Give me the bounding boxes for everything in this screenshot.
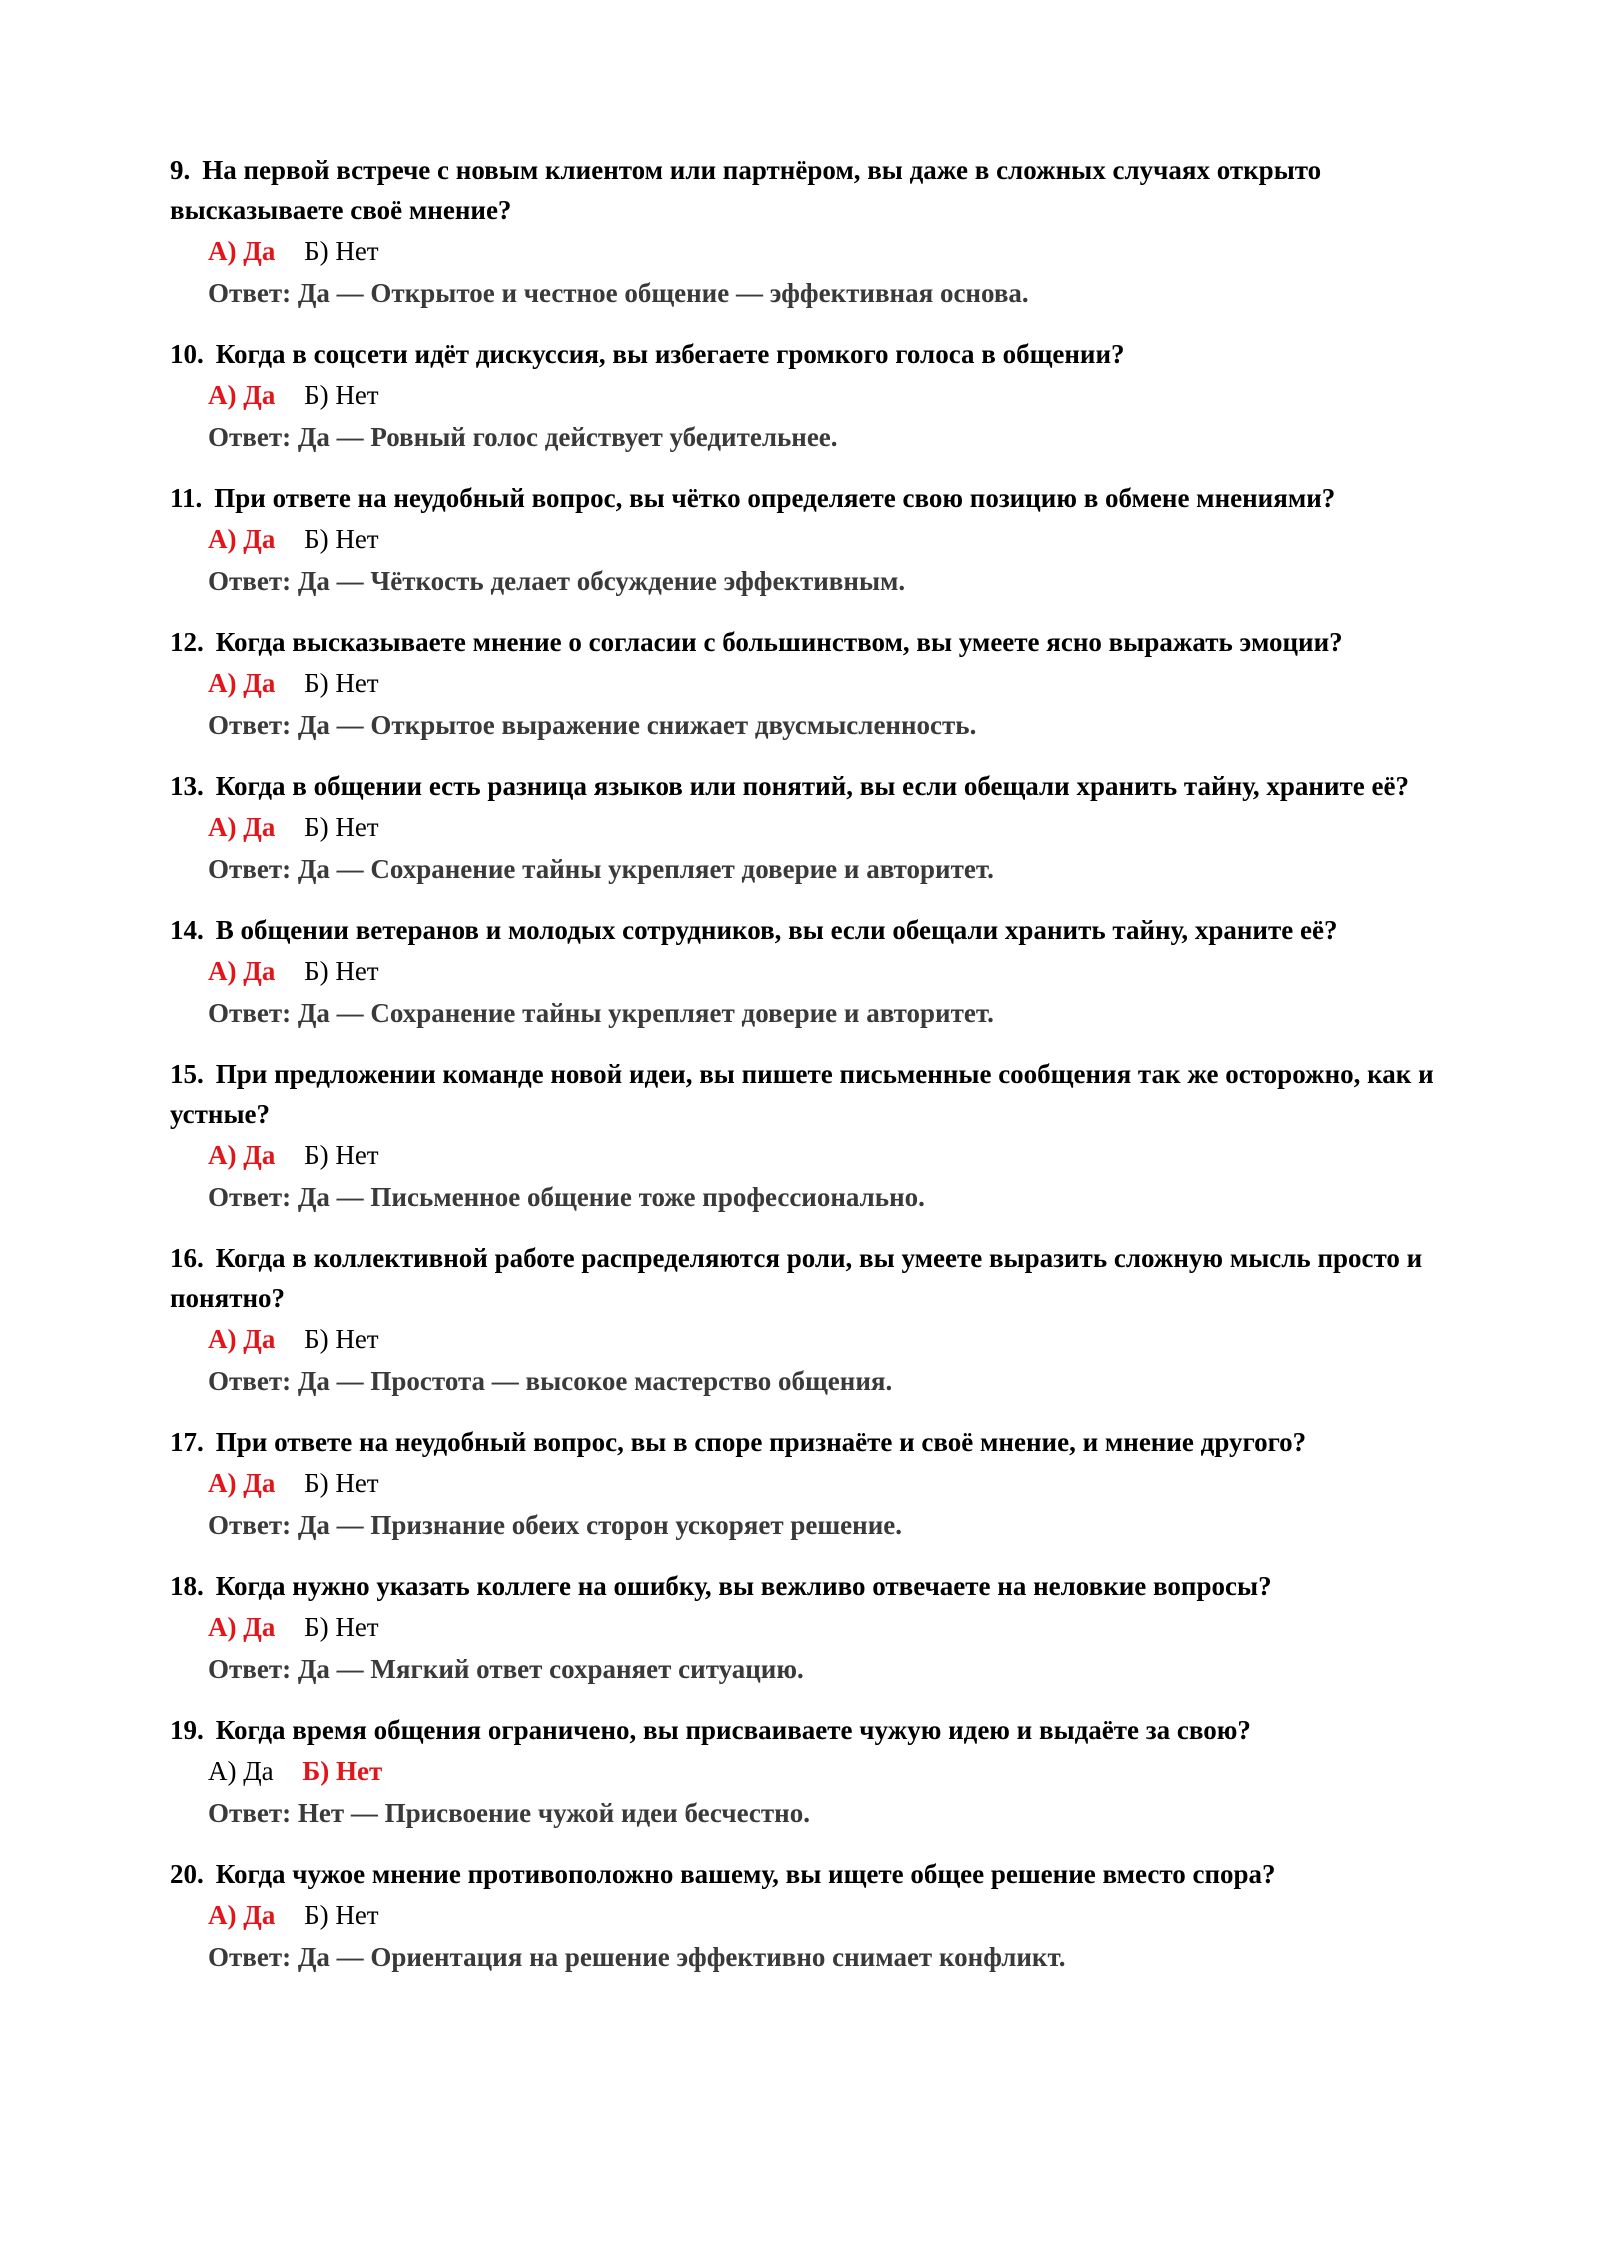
question-item (170, 150, 1460, 314)
option-a: А) Да (208, 1900, 276, 1930)
question-number: 10. (170, 339, 204, 369)
option-b: Б) Нет (304, 1468, 379, 1498)
question-item (170, 1710, 1460, 1834)
option-b: Б) Нет (304, 1900, 379, 1930)
answer-explanation: Ответ: Да — Сохранение тайны укрепляет доверие и авторитет. (208, 998, 994, 1028)
answer-options (208, 806, 1460, 848)
answer-explanation: Ответ: Да — Открытое выражение снижает двусмысленность. (208, 710, 977, 740)
option-a: А) Да (208, 1756, 274, 1786)
question-body: Когда в общении есть разница языков или понятий, вы если обещали хранить тайну, храните её? (215, 771, 1410, 801)
question-text (170, 1566, 1460, 1606)
question-text (170, 150, 1460, 230)
question-text (170, 1238, 1460, 1318)
question-text (170, 1710, 1460, 1750)
answer-options (208, 1134, 1460, 1176)
answer-options (208, 950, 1460, 992)
question-list (170, 150, 1460, 1998)
question-text (170, 334, 1460, 374)
question-text (170, 622, 1460, 662)
answer-explanation: Ответ: Да — Письменное общение тоже профессионально. (208, 1182, 925, 1212)
answer-explanation: Ответ: Да — Открытое и честное общение — эффективная основа. (208, 278, 1029, 308)
question-body: При ответе на неудобный вопрос, вы чётко определяете свою позицию в обмене мнениями? (214, 483, 1336, 513)
answer-explanation: Ответ: Да — Ориентация на решение эффективно снимает конфликт. (208, 1942, 1066, 1972)
question-text (170, 910, 1460, 950)
question-number: 15. (170, 1059, 204, 1089)
question-body: При предложении команде новой идеи, вы пишете письменные сообщения так же осторожно, как и устные? (170, 1059, 1434, 1129)
option-b: Б) Нет (302, 1756, 383, 1786)
option-a: А) Да (208, 812, 276, 842)
option-b: Б) Нет (304, 380, 379, 410)
question-number: 16. (170, 1243, 204, 1273)
question-item (170, 1422, 1460, 1546)
answer-explanation: Ответ: Да — Признание обеих сторон ускоряет решение. (208, 1510, 902, 1540)
question-body: При ответе на неудобный вопрос, вы в споре признаёте и своё мнение, и мнение другого? (215, 1427, 1307, 1457)
question-body: Когда высказываете мнение о согласии с большинством, вы умеете ясно выражать эмоции? (215, 627, 1343, 657)
question-number: 13. (170, 771, 204, 801)
option-a: А) Да (208, 380, 276, 410)
question-text (170, 1422, 1460, 1462)
question-item (170, 334, 1460, 458)
question-text (170, 478, 1460, 518)
question-item (170, 1238, 1460, 1402)
option-b: Б) Нет (304, 1324, 379, 1354)
answer-options (208, 374, 1460, 416)
question-item (170, 1054, 1460, 1218)
option-b: Б) Нет (304, 1140, 379, 1170)
question-number: 18. (170, 1571, 204, 1601)
answer-options (208, 1462, 1460, 1504)
answer-options (208, 230, 1460, 272)
answer-explanation: Ответ: Да — Мягкий ответ сохраняет ситуацию. (208, 1654, 804, 1684)
question-item (170, 1854, 1460, 1978)
question-number: 19. (170, 1715, 204, 1745)
question-item (170, 1566, 1460, 1690)
question-text (170, 1054, 1460, 1134)
answer-explanation: Ответ: Да — Ровный голос действует убедительнее. (208, 422, 838, 452)
option-a: А) Да (208, 1468, 276, 1498)
option-a: А) Да (208, 524, 276, 554)
question-body: На первой встрече с новым клиентом или партнёром, вы даже в сложных случаях открыто высказываете своё мнение? (170, 155, 1322, 225)
question-body: Когда в коллективной работе распределяются роли, вы умеете выразить сложную мысль просто и понятно? (170, 1243, 1423, 1313)
answer-options (208, 1750, 1460, 1792)
answer-options (208, 1606, 1460, 1648)
question-item (170, 766, 1460, 890)
option-a: А) Да (208, 236, 276, 266)
option-a: А) Да (208, 668, 276, 698)
question-number: 14. (170, 915, 204, 945)
option-b: Б) Нет (304, 236, 379, 266)
question-number: 11. (170, 483, 203, 513)
question-number: 12. (170, 627, 204, 657)
question-number: 20. (170, 1859, 204, 1889)
answer-explanation: Ответ: Да — Сохранение тайны укрепляет доверие и авторитет. (208, 854, 994, 884)
question-body: Когда в соцсети идёт дискуссия, вы избегаете громкого голоса в общении? (215, 339, 1125, 369)
option-b: Б) Нет (304, 956, 379, 986)
question-item (170, 910, 1460, 1034)
question-body: Когда нужно указать коллеге на ошибку, вы вежливо отвечаете на неловкие вопросы? (215, 1571, 1272, 1601)
question-number: 9. (170, 155, 191, 185)
answer-options (208, 662, 1460, 704)
question-body: Когда чужое мнение противоположно вашему, вы ищете общее решение вместо спора? (215, 1859, 1276, 1889)
option-b: Б) Нет (304, 1612, 379, 1642)
question-body: Когда время общения ограничено, вы присваиваете чужую идею и выдаёте за свою? (215, 1715, 1251, 1745)
answer-options (208, 518, 1460, 560)
option-b: Б) Нет (304, 524, 379, 554)
answer-options (208, 1318, 1460, 1360)
option-a: А) Да (208, 956, 276, 986)
question-number: 17. (170, 1427, 204, 1457)
answer-explanation: Ответ: Да — Чёткость делает обсуждение эффективным. (208, 566, 906, 596)
question-text (170, 766, 1460, 806)
option-b: Б) Нет (304, 812, 379, 842)
option-b: Б) Нет (304, 668, 379, 698)
question-item (170, 478, 1460, 602)
option-a: А) Да (208, 1612, 276, 1642)
option-a: А) Да (208, 1140, 276, 1170)
question-text (170, 1854, 1460, 1894)
answer-explanation: Ответ: Нет — Присвоение чужой идеи бесчестно. (208, 1798, 810, 1828)
question-body: В общении ветеранов и молодых сотрудников, вы если обещали хранить тайну, храните её? (215, 915, 1338, 945)
option-a: А) Да (208, 1324, 276, 1354)
answer-explanation: Ответ: Да — Простота — высокое мастерство общения. (208, 1366, 893, 1396)
question-item (170, 622, 1460, 746)
answer-options (208, 1894, 1460, 1936)
